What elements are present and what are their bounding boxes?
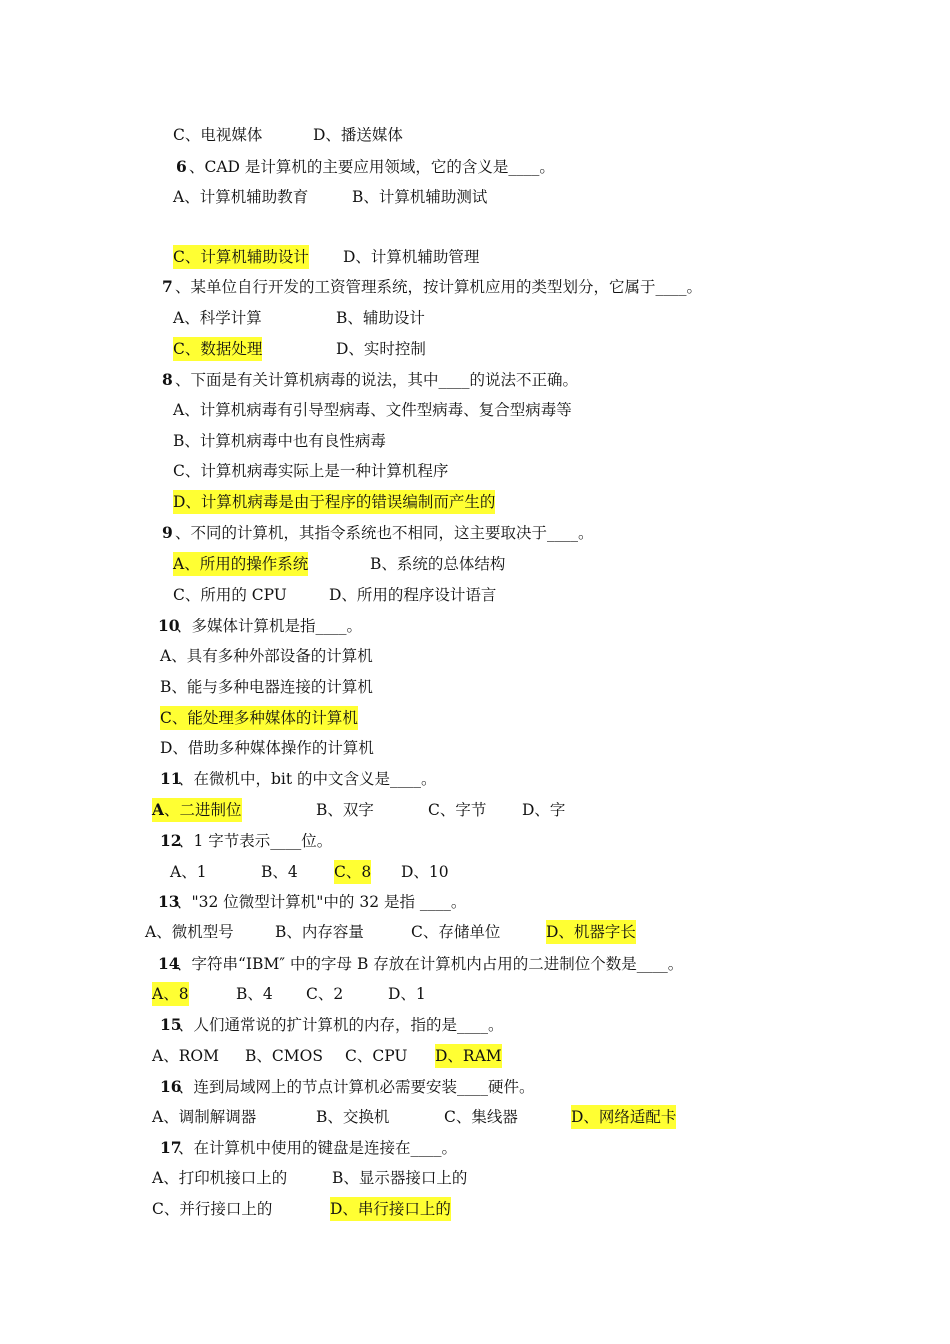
text-segment: A、计算机辅助教育 (173, 188, 309, 206)
highlighted-answer: D、机器字长 (546, 920, 636, 944)
question-number: 11 (160, 769, 182, 788)
question-number: 17 (160, 1138, 182, 1157)
text-segment: D、借助多种媒体操作的计算机 (160, 739, 374, 757)
highlighted-answer: D、RAM (435, 1044, 502, 1068)
text-segment: A、计算机病毒有引导型病毒、文件型病毒、复合型病毒等 (173, 401, 572, 419)
question-number: 6 (176, 157, 187, 176)
text-segment: A、ROM (152, 1047, 219, 1065)
question-number: A (152, 798, 164, 822)
text-segment: C、电视媒体 (173, 126, 263, 144)
text-segment: B、计算机辅助测试 (352, 188, 488, 206)
highlighted-answer: C、能处理多种媒体的计算机 (160, 706, 358, 730)
text-segment: A、调制解调器 (152, 1108, 257, 1126)
highlighted-answer: C、计算机辅助设计 (173, 245, 309, 269)
text-segment: C、字节 (428, 801, 487, 819)
highlighted-answer: D、网络适配卡 (571, 1105, 676, 1129)
highlighted-answer: C、数据处理 (173, 337, 262, 361)
text-segment: D、10 (401, 863, 449, 881)
question-number: 10 (158, 616, 180, 635)
text-segment: B、交换机 (316, 1108, 390, 1126)
question-number: 7 (162, 277, 173, 296)
text-segment: 、多媒体计算机是指____。 (176, 617, 363, 635)
text-segment: 、在微机中，bit 的中文含义是____。 (178, 770, 437, 788)
text-segment: A、微机型号 (145, 923, 234, 941)
text-segment: 、某单位自行开发的工资管理系统，按计算机应用的类型划分，它属于____。 (175, 278, 703, 296)
text-segment: D、实时控制 (336, 340, 426, 358)
text-segment: A、科学计算 (173, 309, 262, 327)
text-segment: 、在计算机中使用的键盘是连接在____。 (178, 1139, 458, 1157)
text-segment: D、所用的程序设计语言 (329, 586, 497, 604)
text-segment: C、集线器 (444, 1108, 518, 1126)
text-segment: A、打印机接口上的 (152, 1169, 288, 1187)
highlighted-answer: D、串行接口上的 (330, 1197, 451, 1221)
question-number: 14 (158, 954, 180, 973)
question-number: 8 (162, 370, 173, 389)
text-segment: D、1 (388, 985, 426, 1003)
text-segment: B、4 (261, 863, 298, 881)
text-segment: B、系统的总体结构 (370, 555, 506, 573)
highlighted-answer: A、8 (152, 982, 189, 1006)
text-segment: 、人们通常说的扩计算机的内存，指的是____。 (178, 1016, 504, 1034)
text-segment: C、2 (306, 985, 344, 1003)
text-segment: B、4 (236, 985, 273, 1003)
text-segment: B、显示器接口上的 (332, 1169, 468, 1187)
highlighted-answer: 、二进制位 (164, 798, 242, 822)
text-segment: 、字符串“IBM″ 中的字母 B 存放在计算机内占用的二进制位个数是____。 (176, 955, 684, 973)
question-number: 13 (158, 892, 180, 911)
text-segment: C、所用的 CPU (173, 586, 287, 604)
text-segment: 、1 字节表示____位。 (178, 832, 333, 850)
text-segment: C、并行接口上的 (152, 1200, 273, 1218)
question-number: 12 (160, 831, 182, 850)
text-segment: D、播送媒体 (313, 126, 403, 144)
question-number: 16 (160, 1077, 182, 1096)
highlighted-answer: A、所用的操作系统 (173, 552, 308, 576)
text-segment: B、双字 (316, 801, 374, 819)
text-segment: B、能与多种电器连接的计算机 (160, 678, 373, 696)
text-segment: D、计算机辅助管理 (343, 248, 480, 266)
text-segment: C、存储单位 (411, 923, 501, 941)
question-number: 15 (160, 1015, 182, 1034)
text-segment: B、辅助设计 (336, 309, 425, 327)
text-segment: B、CMOS (245, 1047, 323, 1065)
text-segment: A、具有多种外部设备的计算机 (160, 647, 373, 665)
highlighted-answer: C、8 (334, 860, 371, 884)
text-segment: 、不同的计算机，其指令系统也不相同，这主要取决于____。 (175, 524, 594, 542)
text-segment: 、"32 位微型计算机"中的 32 是指 ____。 (176, 893, 467, 911)
highlighted-answer: D、计算机病毒是由于程序的错误编制而产生的 (173, 490, 495, 514)
text-segment: C、计算机病毒实际上是一种计算机程序 (173, 462, 449, 480)
question-number: 9 (162, 523, 173, 542)
text-segment: 、CAD 是计算机的主要应用领域，它的含义是____。 (189, 158, 555, 176)
text-segment: B、计算机病毒中也有良性病毒 (173, 432, 386, 450)
text-segment: 、连到局域网上的节点计算机必需要安装____硬件。 (178, 1078, 535, 1096)
text-segment: D、字 (522, 801, 566, 819)
text-segment: 、下面是有关计算机病毒的说法，其中____的说法不正确。 (175, 371, 579, 389)
text-segment: B、内存容量 (275, 923, 364, 941)
text-segment: C、CPU (345, 1047, 408, 1065)
text-segment: A、1 (170, 863, 207, 881)
